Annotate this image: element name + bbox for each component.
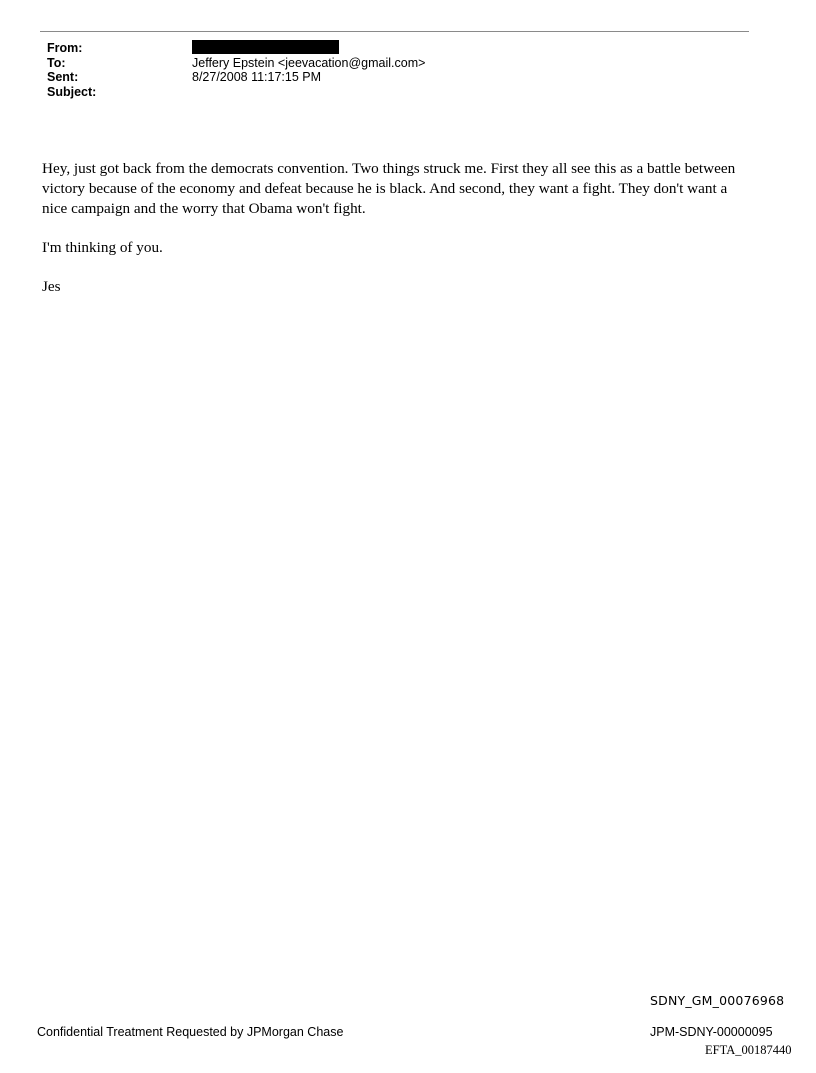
body-paragraph: I'm thinking of you. (42, 239, 163, 256)
from-label: From: (47, 41, 83, 55)
to-value: Jeffery Epstein <jeevacation@gmail.com> (192, 55, 426, 70)
bates-stamp-jpm: JPM-SDNY-00000095 (650, 1025, 773, 1039)
email-body (42, 159, 742, 316)
signature: Jes (42, 278, 61, 295)
email-header (47, 41, 425, 99)
to-label: To: (47, 55, 66, 70)
redaction-block (192, 40, 339, 54)
to-row (47, 56, 425, 71)
from-row (47, 41, 425, 56)
bates-stamp-efta: EFTA_00187440 (705, 1043, 792, 1057)
confidential-notice: Confidential Treatment Requested by JPMorgan Chase (37, 1025, 344, 1039)
sent-row (47, 70, 425, 85)
body-paragraph: Hey, just got back from the democrats convention. Two things struck me. First they all see this as a battle between victory because of the economy and defeat because he is black. And second, they want a fight. They don't want a nice campaign and the worry that Obama won't fight. (42, 160, 736, 217)
header-divider (40, 31, 749, 32)
sent-value: 8/27/2008 11:17:15 PM (192, 70, 322, 84)
sent-label: Sent: (47, 70, 79, 84)
subject-label: Subject: (47, 84, 97, 99)
from-value (192, 41, 339, 56)
subject-row (47, 85, 425, 100)
bates-stamp-sdny: SDNY_GM_00076968 (650, 993, 785, 1008)
